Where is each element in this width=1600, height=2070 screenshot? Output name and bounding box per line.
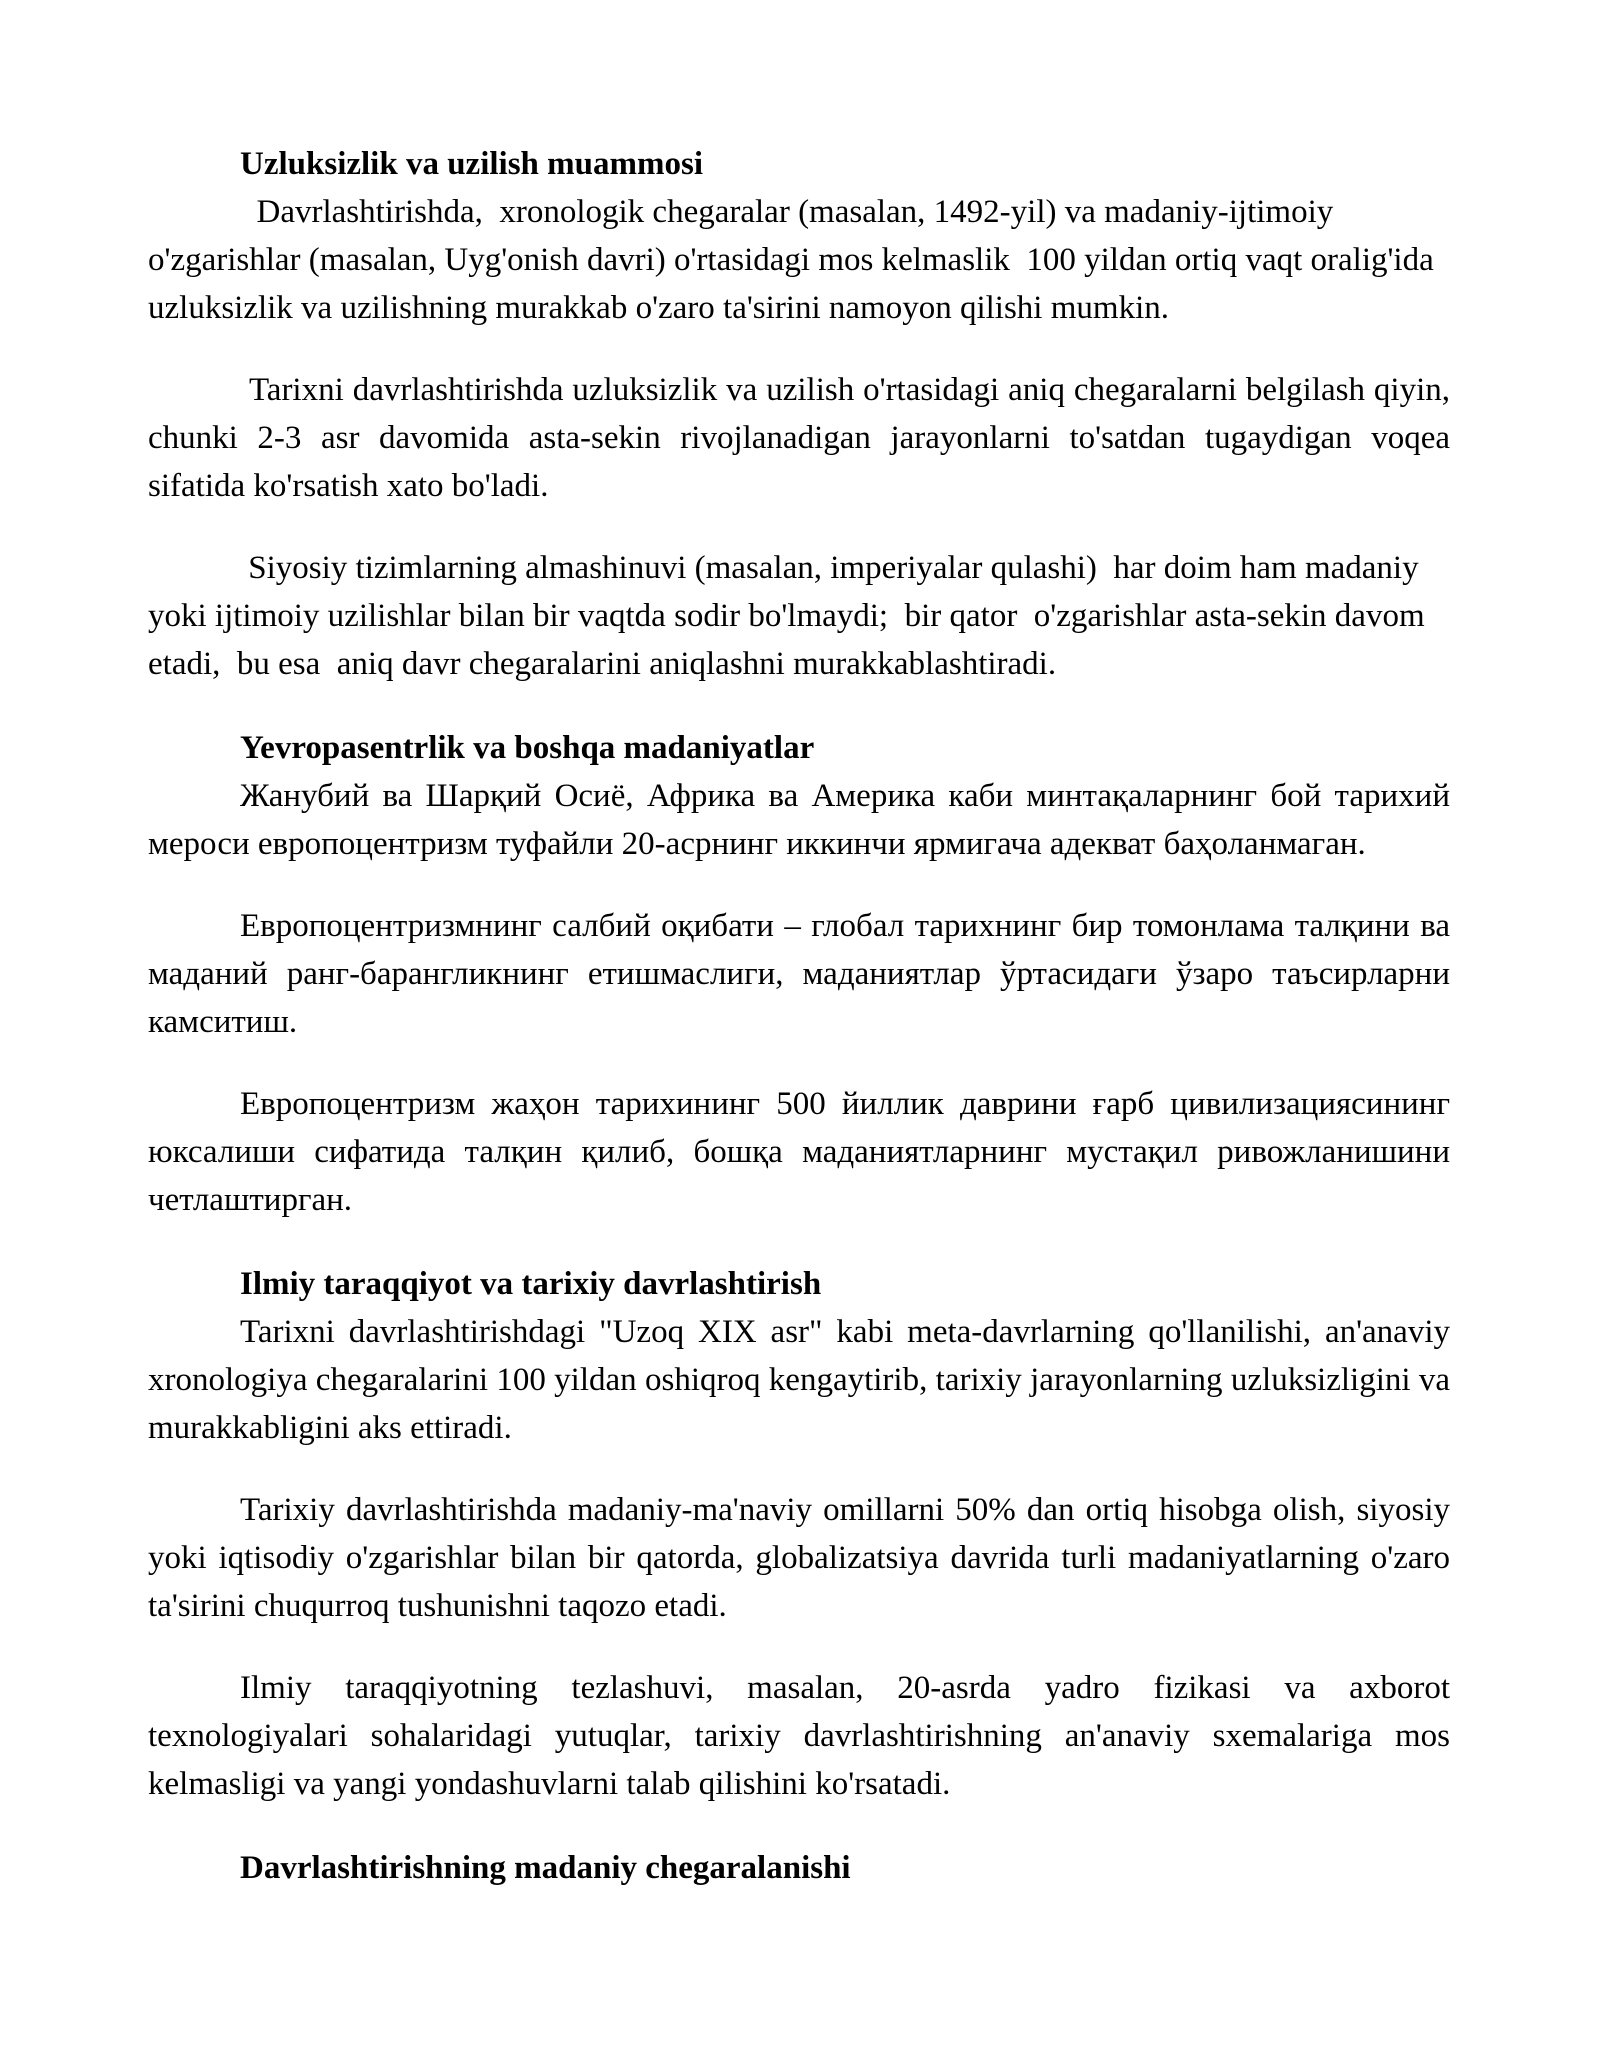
paragraph: Европоцентризмнинг салбий оқибати – глобал тарихнинг бир томонлама талқини ва маданий ранг-барангликнинг етишмаслиги, маданиятлар ўртасидаги ўзаро таъсирларни камситиш. (148, 908, 1450, 1040)
paragraph: Tarixni davrlashtirishdagi "Uzoq XIX asr" kabi meta-davrlarning qo'llanilishi, an'anaviy xronologiya chegaralarini 100 yildan oshiqroq kengaytirib, tarixiy jarayonlarning uzluksizligini va murakkabligini aks ettiradi. (148, 1314, 1450, 1446)
section-heading: Uzluksizlik va uzilish muammosi (240, 146, 703, 182)
paragraph-gap (148, 332, 1450, 366)
paragraph: Tarixni davrlashtirishda uzluksizlik va uzilish o'rtasidagi aniq chegaralarni belgilash qiyin, chunki 2-3 asr davomida asta-sekin rivojlanadigan jarayonlarni to'satdan tugaydigan voqea sifatida ko'rsatish xato bo'ladi. (148, 372, 1459, 504)
paragraph-gap (148, 510, 1450, 544)
section-heading: Yevropasentrlik va boshqa madaniyatlar (240, 730, 815, 766)
paragraph: Davrlashtirishda, xronologik chegaralar (masalan, 1492-yil) va madaniy-ijtimoiy o'zgarishlar (masalan, Uyg'onish davri) o'rtasidagi mos kelmaslik 100 yildan ortiq vaqt oralig'ida uzluksizlik va uzilishning murakkab o'zaro ta'sirini namoyon qilishi mumkin. (148, 194, 1451, 326)
paragraph: Tarixiy davrlashtirishda madaniy-ma'naviy omillarni 50% dan ortiq hisobga olish, siyosiy yoki iqtisodiy o'zgarishlar bilan bir qatorda, globalizatsiya davrida turli madaniyatlarning o'zaro ta'sirini chuqurroq tushunishni taqozo etadi. (148, 1492, 1450, 1624)
document-page (148, 140, 1459, 1892)
paragraph-gap (148, 1630, 1450, 1664)
paragraph: Siyosiy tizimlarning almashinuvi (masalan, imperiyalar qulashi) har doim ham madaniy yoki ijtimoiy uzilishlar bilan bir vaqtda sodir bo'lmaydi; bir qator o'zgarishlar asta-sekin davom etadi, bu esa aniq davr chegaralarini aniqlashni murakkablashtiradi. (148, 550, 1433, 682)
paragraph-gap (148, 1452, 1450, 1486)
paragraph-gap (148, 868, 1450, 902)
section-heading: Ilmiy taraqqiyot va tarixiy davrlashtirish (240, 1266, 822, 1302)
section-gap (148, 1808, 1450, 1844)
section-heading: Davrlashtirishning madaniy chegaralanishi (240, 1850, 851, 1886)
paragraph: Жанубий ва Шарқий Осиё, Африка ва Америка каби минтақаларнинг бой тарихий мероси европоцентризм туфайли 20-асрнинг иккинчи ярмигача адекват баҳоланмаган. (148, 778, 1450, 862)
section-gap (148, 688, 1450, 724)
section-gap (148, 1224, 1450, 1260)
paragraph: Европоцентризм жаҳон тарихининг 500 йиллик даврини ғарб цивилизациясининг юксалиши сифатида талқин қилиб, бошқа маданиятларнинг мустақил ривожланишини четлаштирган. (148, 1086, 1450, 1218)
paragraph-gap (148, 1046, 1450, 1080)
paragraph: Ilmiy taraqqiyotning tezlashuvi, masalan, 20-asrda yadro fizikasi va axborot texnologiyalari sohalaridagi yutuqlar, tarixiy davrlashtirishning an'anaviy sxemalariga mos kelmasligi va yangi yondashuvlarni talab qilishini ko'rsatadi. (148, 1670, 1450, 1802)
